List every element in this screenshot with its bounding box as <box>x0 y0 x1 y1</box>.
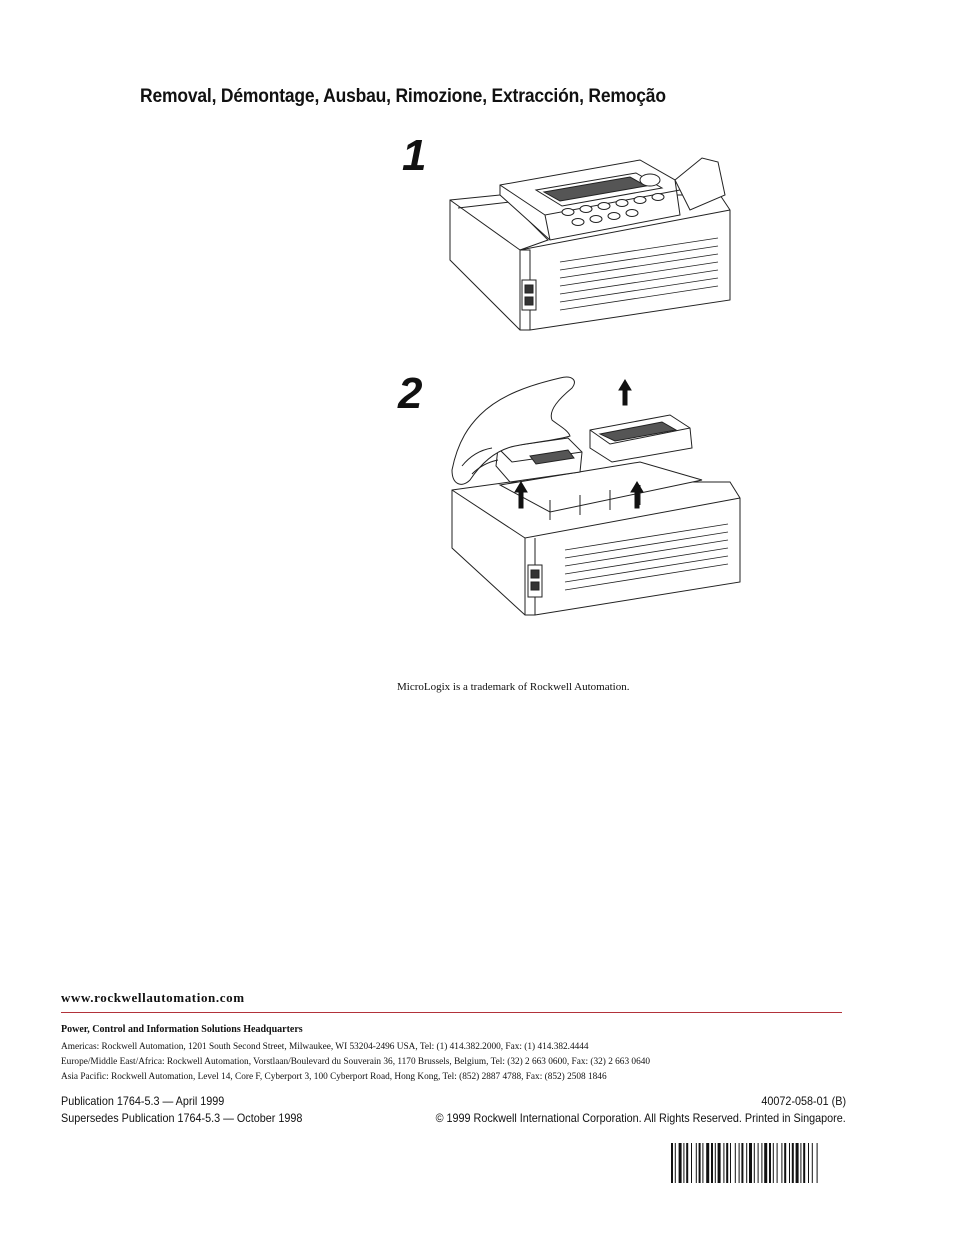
barcode-bar <box>739 1143 740 1183</box>
barcode-bar <box>754 1143 755 1183</box>
step-2-number: 2 <box>398 369 423 418</box>
step-1-illustration <box>440 140 740 340</box>
footer-divider <box>61 1012 842 1013</box>
barcode-bar <box>784 1143 786 1183</box>
barcode-bar <box>683 1143 684 1183</box>
copyright-notice: © 1999 Rockwell International Corporation. All Rights Reserved. Printed in Singapore. <box>435 1111 846 1125</box>
step-2-illustration <box>440 370 750 625</box>
barcode-bar <box>741 1143 743 1183</box>
part-number: 40072-058-01 (B) <box>761 1094 846 1108</box>
barcode-bar <box>706 1143 709 1183</box>
barcode-bar <box>758 1143 759 1183</box>
barcode-bar <box>808 1143 809 1183</box>
barcode-bar <box>792 1143 794 1183</box>
barcode-bar <box>769 1143 771 1183</box>
trademark-notice: MicroLogix is a trademark of Rockwell Automation. <box>397 681 630 693</box>
step-1-number: 1 <box>402 131 427 180</box>
website-link[interactable]: www.rockwellautomation.com <box>61 990 245 1005</box>
barcode-bar <box>800 1143 801 1183</box>
barcode-bar <box>679 1143 682 1183</box>
barcode-bar <box>789 1143 790 1183</box>
barcode-bar <box>764 1143 767 1183</box>
barcode-bar <box>723 1143 724 1183</box>
address-asia: Asia Pacific: Rockwell Automation, Level 14, Core F, Cyberport 3, 100 Cyberport Road, Hong Kong, Tel: (852) 2887 4788, Fax: (852) 2508 1846 <box>61 1072 607 1082</box>
barcode-bar <box>773 1143 774 1183</box>
barcode-bar <box>730 1143 731 1183</box>
barcode-bar <box>726 1143 728 1183</box>
barcode-bar <box>777 1143 778 1183</box>
barcode-bar <box>718 1143 721 1183</box>
barcode-bar <box>686 1143 688 1183</box>
address-europe: Europe/Middle East/Africa: Rockwell Automation, Vorstlaan/Boulevard du Souverain 36, 1170 Brussels, Belgium, Tel: (32) 2 663 0600, Fax: (32) 2 663 0640 <box>61 1057 651 1067</box>
barcode <box>671 1143 849 1183</box>
publication-number: Publication 1764-5.3 — April 1999 <box>61 1094 225 1108</box>
barcode-bar <box>746 1143 747 1183</box>
barcode-bar <box>781 1143 782 1183</box>
headquarters-title: Power, Control and Information Solutions Headquarters <box>61 1024 303 1035</box>
barcode-bar <box>702 1143 703 1183</box>
barcode-bar <box>761 1143 762 1183</box>
barcode-bar <box>735 1143 736 1183</box>
barcode-bar <box>675 1143 676 1183</box>
barcode-bar <box>803 1143 805 1183</box>
barcode-bar <box>812 1143 813 1183</box>
barcode-bar <box>715 1143 716 1183</box>
barcode-bar <box>711 1143 713 1183</box>
supersedes-notice: Supersedes Publication 1764-5.3 — October 1998 <box>61 1111 303 1125</box>
barcode-bar <box>796 1143 799 1183</box>
address-americas: Americas: Rockwell Automation, 1201 South Second Street, Milwaukee, WI 53204-2496 USA, Tel: (1) 414.382.2000, Fax: (1) 414.382.4444 <box>61 1042 589 1052</box>
barcode-bar <box>691 1143 692 1183</box>
barcode-bar <box>699 1143 701 1183</box>
barcode-bar <box>817 1143 818 1183</box>
barcode-bar <box>696 1143 697 1183</box>
barcode-bar <box>671 1143 673 1183</box>
page-heading: Removal, Démontage, Ausbau, Rimozione, Extracción, Remoção <box>140 86 666 107</box>
barcode-bar <box>749 1143 752 1183</box>
